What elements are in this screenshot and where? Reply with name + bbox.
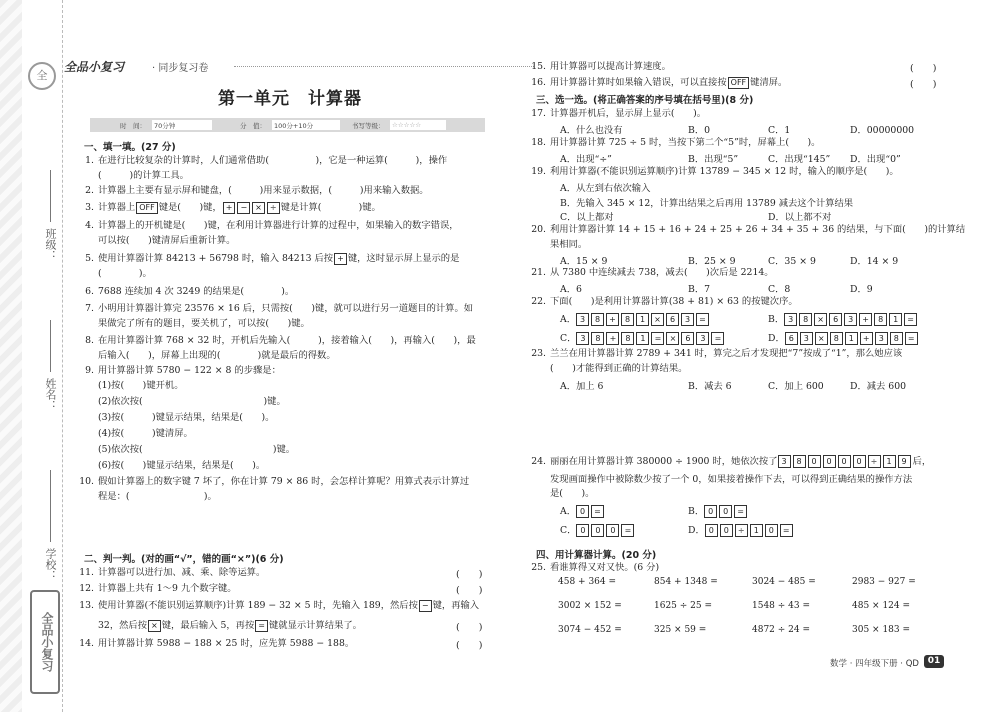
q17-option-a: A．什么也没有 xyxy=(560,125,623,136)
calc-item: 3002 × 152 = xyxy=(558,601,622,611)
question-12: 12. 计算器上共有 1～9 九个数字键。 xyxy=(79,583,237,594)
q23-option-b: B．减去 6 xyxy=(688,381,732,392)
question-9: 9. 用计算器计算 5780 − 122 × 8 的步骤是： xyxy=(85,365,281,376)
q20-option-c: C．35 × 9 xyxy=(768,256,816,267)
calc-item: 3074 − 452 = xyxy=(558,625,622,635)
calculator-key: 8 xyxy=(874,313,887,326)
calculator-key: 0 xyxy=(765,524,778,537)
calculator-key: 8 xyxy=(621,313,634,326)
calculator-key: + xyxy=(606,332,619,345)
margin-decoration xyxy=(0,0,22,712)
q19-option-d: D．以上都不对 xyxy=(768,212,832,223)
header-bar xyxy=(64,58,484,74)
calc-item: 1548 ÷ 43 = xyxy=(752,601,811,611)
calc-item: 4872 ÷ 24 = xyxy=(752,625,811,635)
question-20-cont: 果相同。 xyxy=(550,239,588,250)
answer-paren: ( ) xyxy=(456,622,483,633)
q22-option-d: D． 6 3 × 8 1 + 3 8 = xyxy=(768,330,920,345)
calculator-key: 3 xyxy=(784,313,797,326)
q23-option-a: A．加上 6 xyxy=(560,381,604,392)
plus-key: + xyxy=(223,202,236,214)
off-key: OFF xyxy=(728,77,750,89)
calculator-key: ÷ xyxy=(868,455,881,468)
calculator-key: 1 xyxy=(636,332,649,345)
q22-option-c: C． 3 8 + 8 1 = × 6 3 = xyxy=(560,330,726,345)
calculator-key: = xyxy=(905,332,918,345)
calculator-key: 8 xyxy=(799,313,812,326)
question-6: 6. 7688 连续加 4 次 3249 的结果是( )。 xyxy=(85,286,295,297)
answer-paren: ( ) xyxy=(456,640,483,651)
question-9-step1: (1)按( )键开机。 xyxy=(98,380,184,391)
class-label: 班级： xyxy=(44,228,57,261)
question-13: 13. 使用计算器(不能识别运算顺序)计算 189 − 32 × 5 时，先输入 189，然后按 − 键，再输入 xyxy=(79,600,480,611)
calculator-key: × xyxy=(815,332,828,345)
question-19: 19. 利用计算器(不能识别运算顺序)计算 13789 − 345 × 12 时，输入的顺序是( )。 xyxy=(531,166,899,177)
calculator-key: = xyxy=(621,524,634,537)
question-3: 3. 计算器上 OFF 键是( )键， + − × ÷ 键是计算( )键。 xyxy=(85,202,381,213)
q21-option-b: B．7 xyxy=(688,284,711,295)
calculator-key: 8 xyxy=(621,332,634,345)
calculator-key: 0 xyxy=(719,505,732,518)
question-4: 4. 计算器上的开机键是( )键，在利用计算器进行计算的过程中，如果输入的数字错误， xyxy=(85,220,459,231)
question-25: 25. 看谁算得又对又快。(6 分) xyxy=(531,562,660,573)
calculator-key: 0 xyxy=(591,524,604,537)
calculator-key: 0 xyxy=(823,455,836,468)
calculator-key: 0 xyxy=(720,524,733,537)
answer-paren: ( ) xyxy=(910,63,937,74)
q18-option-b: B．出现“5” xyxy=(688,154,739,165)
question-7: 7. 小明用计算器计算完 23576 × 16 后，只需按( )键，就可以进行另一道题目的计算。如 xyxy=(85,303,474,314)
minus-key: − xyxy=(237,202,250,214)
q23-option-c: C．加上 600 xyxy=(768,381,824,392)
class-line xyxy=(50,170,51,222)
question-11: 11. 计算器可以进行加、减、乘、除等运算。 xyxy=(79,567,266,578)
question-1-cont: ( )的计算工具。 xyxy=(98,170,189,181)
margin-strip xyxy=(0,0,63,712)
section1-heading: 一、填一填。(27 分) xyxy=(84,142,176,153)
question-24: 24. 丽丽在用计算器计算 380000 ÷ 1900 时，她依次按了 3 8 0 0 0 0 ÷ 1 9 后， xyxy=(531,456,932,467)
question-2: 2. 计算器上主要有显示屏和键盘，( )用来显示数据，( )用来输入数据。 xyxy=(85,185,429,196)
page-title: 第一单元 计算器 xyxy=(218,89,362,109)
calculator-key: = xyxy=(904,313,917,326)
question-23: 23. 兰兰在用计算器计算 2789 + 341 时，算完之后才发现把“7”按成了“1”，那么她应该 xyxy=(531,348,903,359)
question-9-step3: (3)按( )键显示结果，结果是( )。 xyxy=(98,412,275,423)
question-8: 8. 在用计算器计算 768 × 32 时，开机后先输入( )，接着输入( )，再输入( )，最 xyxy=(85,335,476,346)
calculator-key: 3 xyxy=(576,313,589,326)
calculator-key: = xyxy=(696,313,709,326)
divide-key: ÷ xyxy=(267,202,280,214)
question-17: 17. 计算器开机后，显示屏上显示( )。 xyxy=(531,108,707,119)
calculator-key: = xyxy=(780,524,793,537)
calculator-key: 0 xyxy=(808,455,821,468)
question-18: 18. 用计算器计算 725 ÷ 5 时，当按下第二个“5”时，屏幕上( )。 xyxy=(531,137,821,148)
calculator-key: 0 xyxy=(853,455,866,468)
time-value: 70分钟 xyxy=(154,122,176,130)
question-21: 21. 从 7380 中连续减去 738，减去( )次后是 2214。 xyxy=(531,267,774,278)
q18-option-d: D．出现“0” xyxy=(850,154,901,165)
question-9-step2: (2)依次按( )键。 xyxy=(98,396,286,407)
calculator-key: 6 xyxy=(785,332,798,345)
footer-text: 数学 · 四年级下册 · QD xyxy=(830,659,919,669)
calc-item: 854 + 1348 = xyxy=(654,577,718,587)
question-8-cont: 后输入( )，屏幕上出现的( )就是最后的得数。 xyxy=(98,350,336,361)
calculator-key: 3 xyxy=(681,313,694,326)
calculator-key: + xyxy=(606,313,619,326)
calculator-key: × xyxy=(666,332,679,345)
question-13-cont: 32，然后按 × 键，最后输入 5，再按 = 键就显示计算结果了。 xyxy=(98,620,362,631)
calc-item: 305 × 183 = xyxy=(852,625,911,635)
question-24-cont: 发现画面操作中被除数少按了一个 0，如果接着操作下去，可以得到正确结果的操作方法 xyxy=(550,474,913,485)
question-16: 16. 用计算器计算时如果输入错误，可以直接按 OFF 键清屏。 xyxy=(531,77,788,88)
calculator-key: 3 xyxy=(778,455,791,468)
question-20: 20. 利用计算器计算 14 + 15 + 16 + 24 + 25 + 26 + 34 + 35 + 36 的结果，与下面( )的计算结 xyxy=(531,224,966,235)
question-5-cont: ( )。 xyxy=(98,268,152,279)
name-label: 姓名： xyxy=(44,378,57,411)
question-7-cont: 果做完了所有的题目，要关机了，可以按( )键。 xyxy=(98,318,310,329)
calculator-key: 1 xyxy=(636,313,649,326)
q19-option-a: A．从左到右依次输入 xyxy=(560,183,651,194)
question-22: 22. 下面( )是利用计算器计算(38 + 81) × 63 的按键次序。 xyxy=(531,296,798,307)
question-9-step4: (4)按( )键清屏。 xyxy=(98,428,193,439)
plus-key: + xyxy=(334,253,347,265)
q19-option-c: C．以上都对 xyxy=(560,212,614,223)
calculator-key: 8 xyxy=(830,332,843,345)
q18-option-a: A．出现“÷” xyxy=(560,154,612,165)
question-5: 5. 使用计算器计算 84213 + 56798 时，输入 84213 后按 + 键，这时显示屏上显示的是 xyxy=(85,253,460,264)
question-10: 10. 假如计算器上的数字键 7 坏了，你在计算 79 × 86 时，会怎样计算呢？用算式表示计算过 xyxy=(79,476,470,487)
off-key: OFF xyxy=(136,202,158,214)
calculator-key: 0 xyxy=(576,505,589,518)
q24-option-d: D． 0 0 ÷ 1 0 = xyxy=(688,522,795,537)
question-14: 14. 用计算器计算 5988 − 188 × 25 时，应先算 5988 − 188。 xyxy=(79,638,355,649)
q18-option-c: C．出现“145” xyxy=(768,154,831,165)
calculator-key: 3 xyxy=(875,332,888,345)
school-label: 学校： xyxy=(44,548,57,581)
q20-option-b: B．25 × 9 xyxy=(688,256,736,267)
calculator-key: 3 xyxy=(800,332,813,345)
calculator-key: 0 xyxy=(576,524,589,537)
calculator-key: 0 xyxy=(838,455,851,468)
calculator-key: 8 xyxy=(890,332,903,345)
q20-option-a: A．15 × 9 xyxy=(560,256,608,267)
brand-subtitle: · 同步复习卷 xyxy=(152,63,209,74)
header-divider xyxy=(234,66,534,67)
calc-item: 2983 − 927 = xyxy=(852,577,916,587)
calculator-key: 3 xyxy=(696,332,709,345)
q22-option-a: A． 3 8 + 8 1 × 6 3 = xyxy=(560,311,711,326)
times-key: × xyxy=(252,202,265,214)
calculator-key: 6 xyxy=(666,313,679,326)
calculator-key: 3 xyxy=(576,332,589,345)
q21-option-d: D．9 xyxy=(850,284,873,295)
grade-stars-icon: ☆☆☆☆☆ xyxy=(392,121,422,129)
calculator-key: = xyxy=(651,332,664,345)
calculator-key: 8 xyxy=(591,313,604,326)
question-23-cont: ( )才能得到正确的计算结果。 xyxy=(550,363,688,374)
section3-heading: 三、选一选。(将正确答案的序号填在括号里)(8 分) xyxy=(536,95,754,106)
calculator-key: × xyxy=(814,313,827,326)
q17-option-d: D．00000000 xyxy=(850,125,915,136)
q19-option-b: B．先输入 345 × 12，计算出结果之后再用 13789 减去这个计算结果 xyxy=(560,198,854,209)
calc-item: 458 + 364 = xyxy=(558,577,617,587)
section4-heading: 四、用计算器计算。(20 分) xyxy=(536,550,657,561)
answer-paren: ( ) xyxy=(456,569,483,580)
question-24-cont2: 是( )。 xyxy=(550,488,595,499)
question-9-step6: (6)按( )键显示结果，结果是( )。 xyxy=(98,460,266,471)
q23-option-d: D．减去 600 xyxy=(850,381,907,392)
page-number: 01 xyxy=(924,655,944,668)
calculator-key: 8 xyxy=(591,332,604,345)
brand-logo: 全品小复习 xyxy=(30,590,60,694)
q17-option-c: C．1 xyxy=(768,125,791,136)
calculator-key: 8 xyxy=(793,455,806,468)
q22-option-b: B． 3 8 × 6 3 + 8 1 = xyxy=(768,311,919,326)
calculator-key: 1 xyxy=(750,524,763,537)
score-label: 分 值： xyxy=(240,122,266,130)
question-10-cont: 程是：( )。 xyxy=(98,491,217,502)
calculator-key: 1 xyxy=(889,313,902,326)
question-9-step5: (5)依次按( )键。 xyxy=(98,444,296,455)
info-bar xyxy=(90,118,485,132)
calculator-key: ÷ xyxy=(735,524,748,537)
times-key: × xyxy=(148,620,161,632)
question-15: 15. 用计算器可以提高计算速度。 xyxy=(531,61,671,72)
equals-key: = xyxy=(255,620,268,632)
q21-option-a: A．6 xyxy=(560,284,582,295)
q20-option-d: D．14 × 9 xyxy=(850,256,899,267)
calculator-key: 3 xyxy=(844,313,857,326)
q24-option-b: B． 0 0 = xyxy=(688,503,749,518)
calculator-key: 9 xyxy=(898,455,911,468)
calculator-key: 6 xyxy=(829,313,842,326)
answer-paren: ( ) xyxy=(910,79,937,90)
calculator-key: = xyxy=(591,505,604,518)
calculator-key: 1 xyxy=(845,332,858,345)
calculator-key: + xyxy=(859,313,872,326)
calculator-key: 1 xyxy=(883,455,896,468)
calculator-key: 6 xyxy=(681,332,694,345)
question-1: 1. 在进行比较复杂的计算时，人们通常借助( )，它是一种运算( )，操作 xyxy=(85,155,448,166)
grade-label: 书写等级： xyxy=(352,122,385,130)
calc-item: 3024 − 485 = xyxy=(752,577,816,587)
minus-key: − xyxy=(419,600,432,612)
calculator-key: 0 xyxy=(705,524,718,537)
calc-item: 1625 ÷ 25 = xyxy=(654,601,713,611)
school-line xyxy=(50,470,51,542)
calculator-key: × xyxy=(651,313,664,326)
brand-badge-icon: 全 xyxy=(28,62,56,90)
calc-item: 485 × 124 = xyxy=(852,601,911,611)
calculator-key: = xyxy=(734,505,747,518)
calc-item: 325 × 59 = xyxy=(654,625,707,635)
answer-paren: ( ) xyxy=(456,585,483,596)
q24-option-c: C． 0 0 0 = xyxy=(560,522,636,537)
name-line xyxy=(50,320,51,372)
score-value: 100分+10分 xyxy=(274,122,314,130)
q21-option-c: C．8 xyxy=(768,284,791,295)
q17-option-b: B．0 xyxy=(688,125,711,136)
question-4-cont: 可以按( )键清屏后重新计算。 xyxy=(98,235,236,246)
brand-name: 全品小复习 xyxy=(64,60,125,74)
calculator-key: + xyxy=(860,332,873,345)
time-label: 时 间： xyxy=(120,122,146,130)
section2-heading: 二、判一判。(对的画“√”，错的画“×”)(6 分) xyxy=(84,554,284,565)
calculator-key: 0 xyxy=(606,524,619,537)
q24-option-a: A． 0 = xyxy=(560,503,606,518)
calculator-key: 0 xyxy=(704,505,717,518)
calculator-key: = xyxy=(711,332,724,345)
